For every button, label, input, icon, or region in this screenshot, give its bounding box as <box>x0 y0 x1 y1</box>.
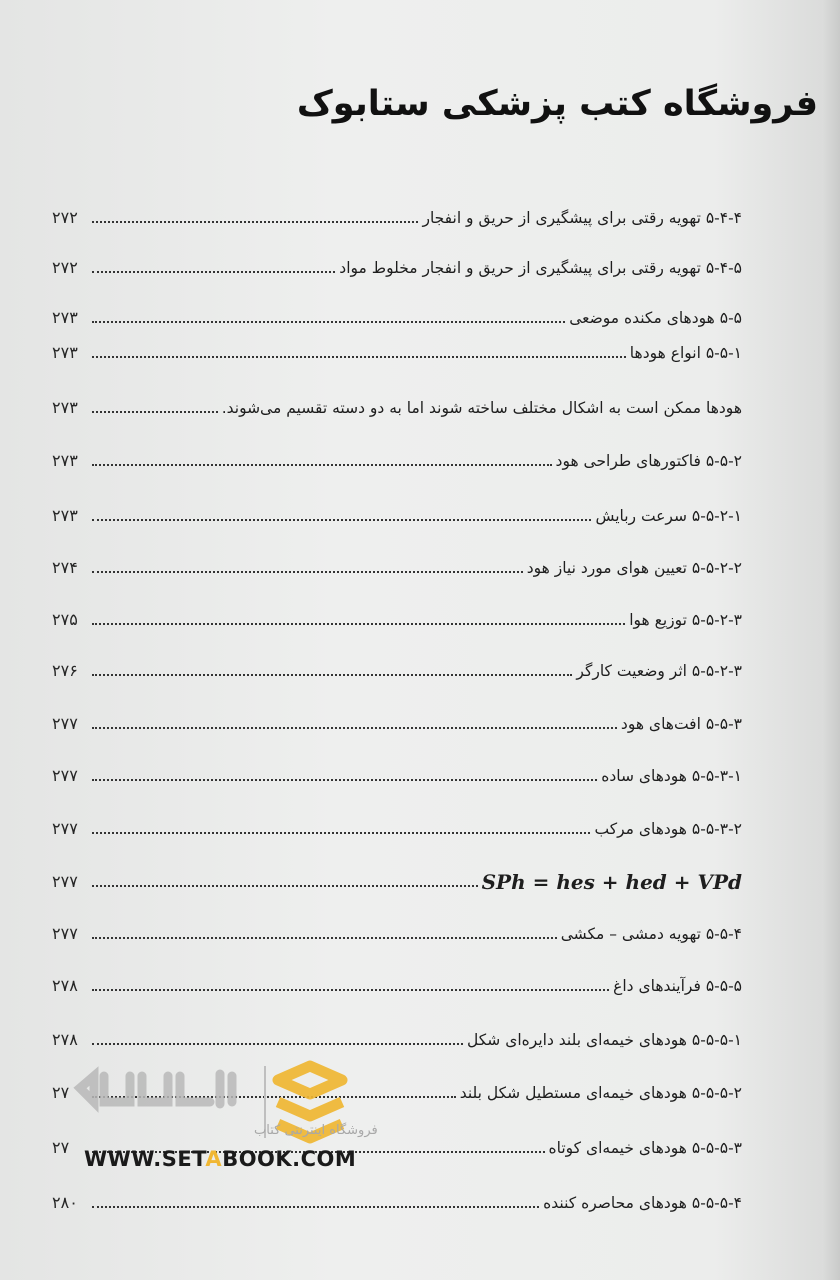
toc-leader-dots <box>92 519 591 521</box>
watermark-url: WWW.SETABOOK.COM <box>84 1147 357 1171</box>
toc-page-number: ۲۷۴ <box>52 558 78 577</box>
toc-page-number: ۲۷۷ <box>52 766 78 785</box>
toc-title: ۵-۵-۵ فرآیندهای داغ <box>613 977 742 995</box>
toc-page-number: ۲۷۷ <box>52 714 78 733</box>
watermark-brand-text: فروشگاه اینترنتی کتاب <box>254 1123 378 1138</box>
toc-entry <box>52 196 742 228</box>
toc-title: ۵-۵-۲-۳ توزیع هوا <box>629 611 742 629</box>
toc-leader-dots <box>92 779 597 781</box>
toc-title: ۵-۴-۵ تهویه رقتی برای پیشگیری از حریق و انفجار مخلوط مواد <box>339 259 742 277</box>
toc-leader-dots <box>92 356 626 358</box>
toc-leader-dots <box>92 885 478 887</box>
toc-entry <box>52 494 742 526</box>
toc-page-number: ۲۸۰ <box>52 1193 78 1212</box>
toc-leader-dots <box>92 411 218 413</box>
toc-page-number: ۲۷ <box>52 1083 70 1102</box>
toc-entry <box>52 964 742 996</box>
toc-page-number: ۲۷۲ <box>52 258 78 277</box>
toc-entry <box>52 649 742 681</box>
toc-leader-dots <box>92 727 617 729</box>
toc-entry <box>52 246 742 278</box>
toc-leader-dots <box>92 989 609 991</box>
toc-leader-dots <box>92 623 625 625</box>
toc-entry <box>52 912 742 944</box>
toc-page-number: ۲۷۳ <box>52 343 78 362</box>
toc-title: ۵-۵-۵-۳ هودهای خیمه‌ای کوتاه <box>548 1139 742 1157</box>
toc-leader-dots <box>92 674 572 676</box>
toc-page-number: ۲۷۳ <box>52 398 78 417</box>
toc-title: ۵-۵-۵-۲ هودهای خیمه‌ای مستطیل شکل بلند <box>459 1084 742 1102</box>
toc-leader-dots <box>92 1043 463 1045</box>
toc-title: ۵-۵-۲-۱ سرعت ربایش <box>595 507 742 525</box>
toc-title: ۵-۵-۵-۴ هودهای محاصره کننده <box>543 1194 742 1212</box>
toc-leader-dots <box>92 271 335 273</box>
toc-title: ۵-۵-۱ انواع هودها <box>629 344 742 362</box>
toc-leader-dots <box>92 937 557 939</box>
toc-title: ۵-۵-۵-۱ هودهای خیمه‌ای بلند دایره‌ای شکل <box>467 1031 742 1049</box>
toc-page-number: ۲۷۶ <box>52 661 78 680</box>
toc-page-number: ۲۷۳ <box>52 308 78 327</box>
toc-page-number: ۲۷۷ <box>52 819 78 838</box>
toc-title: ۵-۵-۲-۲ تعیین هوای مورد نیاز هود <box>526 559 742 577</box>
toc-title: ۵-۵-۴ تهویه دمشی – مکشی <box>560 925 742 943</box>
toc-page-number: ۲۷۷ <box>52 872 78 891</box>
toc-leader-dots <box>92 321 565 323</box>
toc-entry <box>52 331 742 363</box>
toc-entry <box>52 1018 742 1050</box>
toc-title: ۵-۵ هودهای مکنده موضعی <box>569 309 742 327</box>
toc-entry <box>52 386 742 418</box>
toc-entry <box>52 860 742 892</box>
toc-entry <box>52 439 742 471</box>
toc-title: ۵-۵-۲ فاکتورهای طراحی هود <box>555 452 742 470</box>
toc-entry <box>52 702 742 734</box>
toc-title: هودها ممکن است به اشکال مختلف ساخته شوند اما به دو دسته تقسیم می‌شوند. <box>221 399 742 417</box>
toc-leader-dots <box>92 1206 539 1208</box>
toc-entry <box>52 754 742 786</box>
toc-entry <box>52 1181 742 1213</box>
toc-leader-dots <box>92 464 552 466</box>
toc-leader-dots <box>92 221 418 223</box>
toc-title: ۵-۵-۳-۲ هودهای مرکب <box>594 820 742 838</box>
toc-page-number: ۲۷۳ <box>52 506 78 525</box>
toc-page-number: ۲۷۸ <box>52 1030 78 1049</box>
toc-title: ۵-۵-۲-۳ اثر وضعیت کارگر <box>576 662 742 680</box>
toc-entry <box>52 807 742 839</box>
toc-leader-dots <box>92 571 523 573</box>
toc-leader-dots <box>92 832 590 834</box>
toc-page-number: ۲۷۳ <box>52 451 78 470</box>
toc-page-number: ۲۷۷ <box>52 924 78 943</box>
toc-title: ۵-۴-۴ تهویه رقتی برای پیشگیری از حریق و انفجار <box>422 209 742 227</box>
toc-entry <box>52 546 742 578</box>
toc-page-number: ۲۷۵ <box>52 610 78 629</box>
toc-formula: SPh = hes + hed + VPd <box>481 870 742 894</box>
toc-page-number: ۲۷۲ <box>52 208 78 227</box>
page-header-title: فروشگاه کتب پزشکی ستابوک <box>296 84 818 124</box>
toc-entry <box>52 598 742 630</box>
toc-page-number: ۲۷۸ <box>52 976 78 995</box>
toc-entry <box>52 296 742 328</box>
toc-title: ۵-۵-۳ افت‌های هود <box>620 715 742 733</box>
toc-title: ۵-۵-۳-۱ هودهای ساده <box>601 767 742 785</box>
toc-page-number: ۲۷ <box>52 1138 70 1157</box>
book-spine-shadow <box>822 0 840 1280</box>
